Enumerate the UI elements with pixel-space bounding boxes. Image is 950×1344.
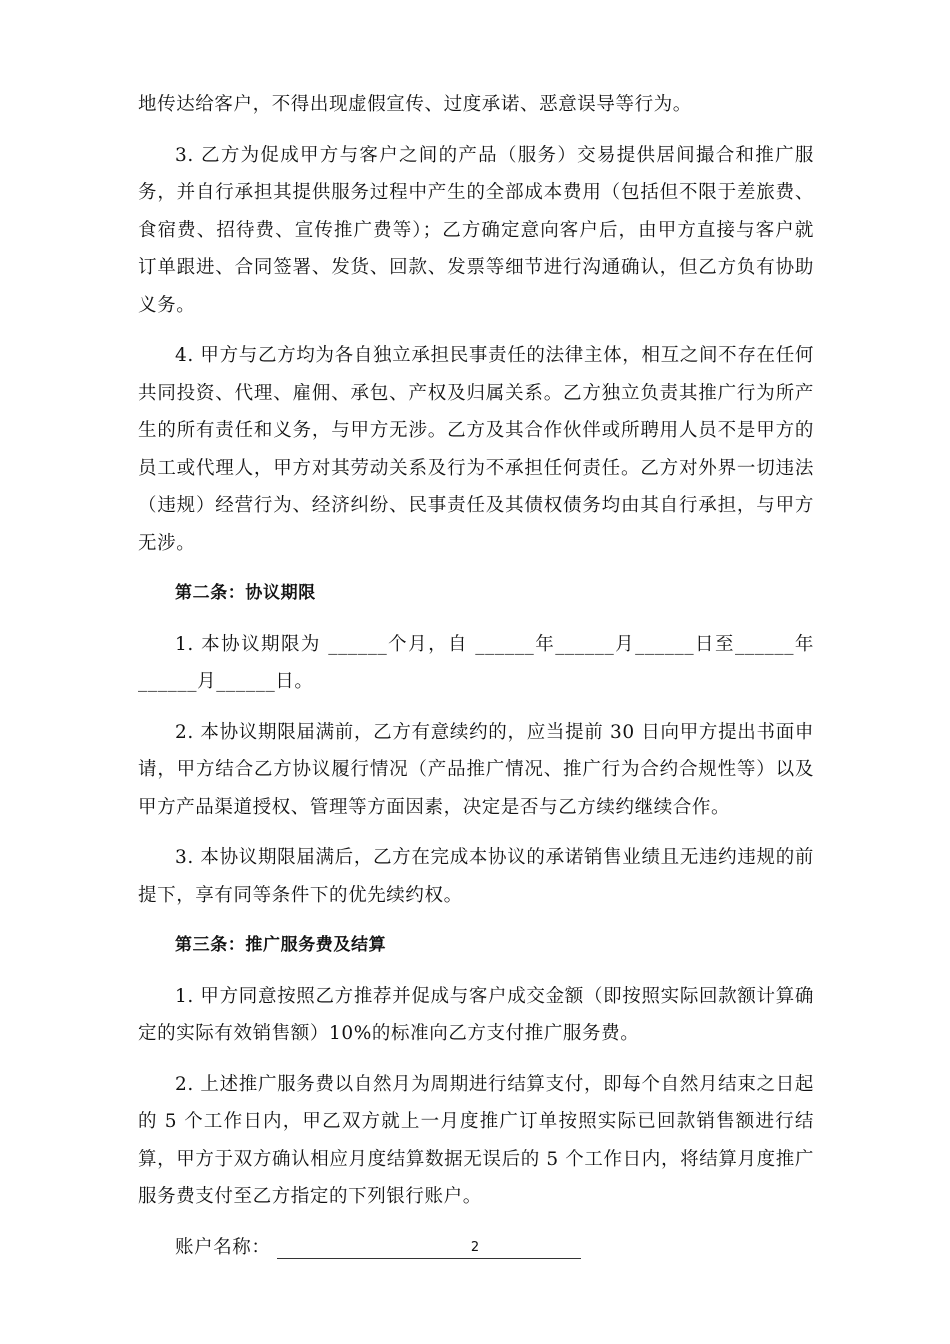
paragraph-fee-1: 1. 甲方同意按照乙方推荐并促成与客户成交金额（即按照实际回款额计算确定的实际有效销售额）10%的标准向乙方支付推广服务费。 (138, 985, 814, 1044)
account-name-label: 账户名称： (175, 1236, 271, 1258)
paragraph-term-3: 3. 本协议期限届满后，乙方在完成本协议的承诺销售业绩且无违约违规的前提下，享有同等条件下的优先续约权。 (138, 847, 814, 906)
paragraph-term-2: 2. 本协议期限届满前，乙方有意续约的，应当提前 30 日向甲方提出书面申请，甲方结合乙方协议履行情况（产品推广情况、推广行为合约合规性等）以及甲方产品渠道授权、管理等方面因素，决定是否与乙方续约继续合作。 (138, 721, 814, 818)
paragraph-continuation: 地传达给客户，不得出现虚假宣传、过度承诺、恶意误导等行为。 (138, 94, 692, 115)
paragraph-clause-4: 4. 甲方与乙方均为各自独立承担民事责任的法律主体，相互之间不存在任何共同投资、代理、雇佣、承包、产权及归属关系。乙方独立负责其推广行为所产生的所有责任和义务，与甲方无涉。乙方及其合作伙伴或所聘用人员不是甲方的员工或代理人，甲方对其劳动关系及行为不承担任何责任。乙方对外界一切违法（违规）经营行为、经济纠纷、民事责任及其债权债务均由其自行承担，与甲方无涉。 (138, 345, 814, 554)
section-heading-term: 第二条：协议期限 (175, 583, 316, 603)
paragraph-term-1: 1. 本协议期限为 ______个月，自 ______年______月______日至______年______月______日。 (138, 633, 814, 692)
paragraph-fee-2: 2. 上述推广服务费以自然月为周期进行结算支付，即每个自然月结束之日起的 5 个工作日内，甲乙双方就上一月度推广订单按照实际已回款销售额进行结算，甲方于双方确认相应月度结算数据无误后的 5 个工作日内，将结算月度推广服务费支付至乙方指定的下列银行账户。 (138, 1073, 814, 1207)
paragraph-clause-3: 3. 乙方为促成甲方与客户之间的产品（服务）交易提供居间撮合和推广服务，并自行承担其提供服务过程中产生的全部成本费用（包括但不限于差旅费、食宿费、招待费、宣传推广费等）；乙方确定意向客户后，由甲方直接与客户就订单跟进、合同签署、发货、回款、发票等细节进行沟通确认，但乙方负有协助义务。 (138, 144, 814, 316)
page-number: 2 (470, 1240, 480, 1255)
document-body (138, 86, 814, 1279)
section-heading-fee: 第三条：推广服务费及结算 (175, 935, 387, 955)
